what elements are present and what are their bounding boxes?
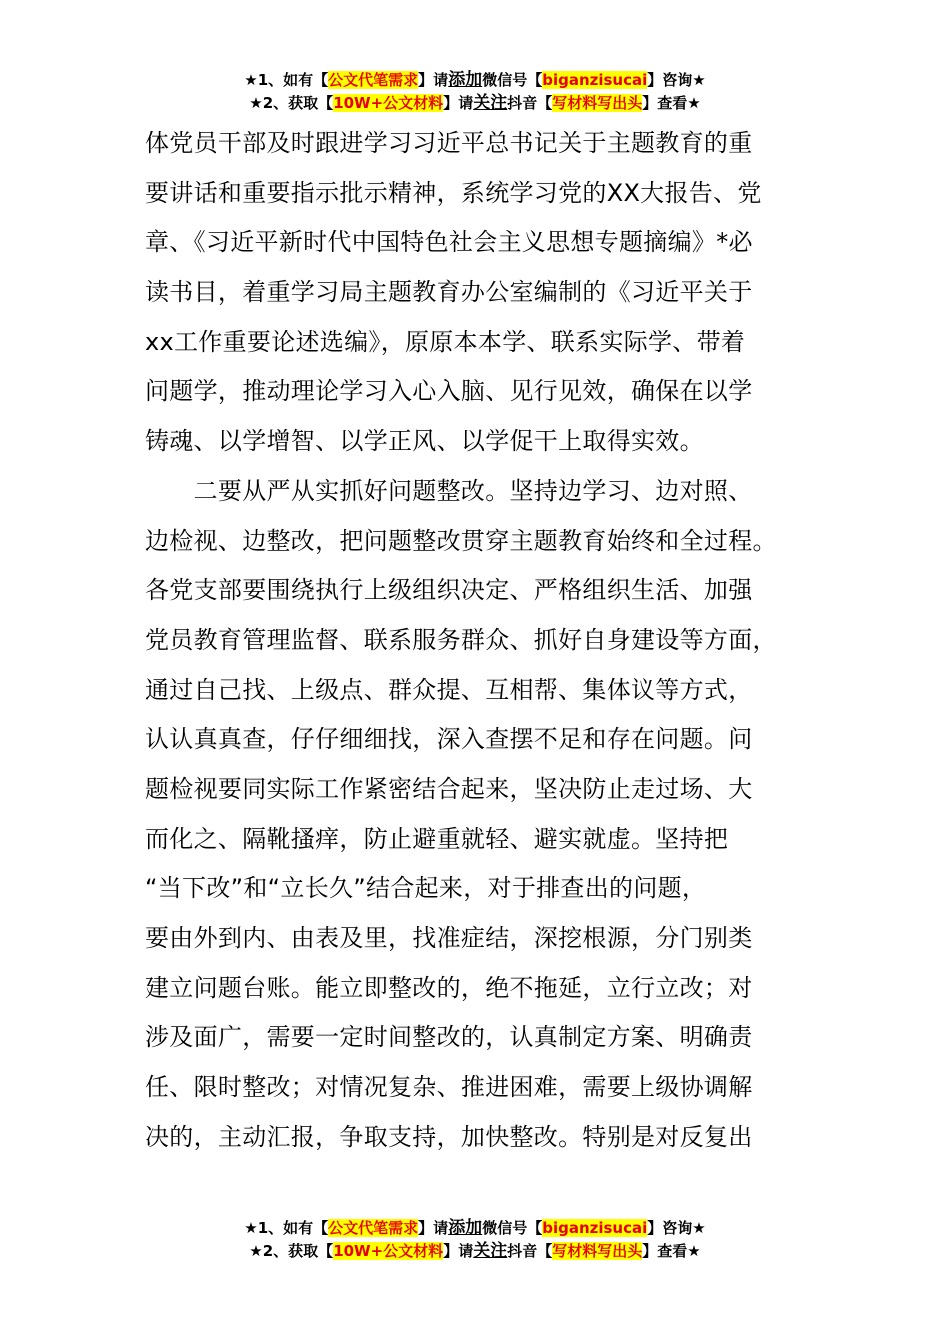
banner-emphasis: 关注 <box>473 1241 508 1261</box>
banner-text: 抖音【 <box>507 1242 553 1260</box>
highlight-wechat-id: biganzisucai <box>542 1219 648 1237</box>
banner-text: 】查看★ <box>642 1242 701 1260</box>
banner-line-1 <box>0 69 950 92</box>
banner-line-2 <box>0 92 950 115</box>
text-line: 章、《习近平新时代中国特色社会主义思想专题摘编》*必 <box>145 228 753 257</box>
banner-text: ★2、获取【 <box>249 1242 334 1260</box>
banner-text: ★1、如有【 <box>244 71 329 89</box>
text-line: 通过自己找、上级点、群众提、互相帮、集体议等方式， <box>145 675 753 704</box>
text-line: 题检视要同实际工作紧密结合起来，坚决防止走过场、大 <box>145 774 753 803</box>
highlight-materials: 10W+公文材料 <box>333 94 444 112</box>
banner-text: ★2、获取【 <box>249 94 334 112</box>
document-body <box>145 119 810 1162</box>
text-line: “当下改”和“立长久”结合起来，对于排查出的问题， <box>145 874 707 903</box>
banner-text: 】查看★ <box>642 94 701 112</box>
banner-line-1 <box>0 1217 950 1240</box>
text-line: 问题学，推动理论学习入心入脑、见行见效，确保在以学 <box>145 377 753 406</box>
banner-text: ★1、如有【 <box>244 1219 329 1237</box>
text-line: 要由外到内、由表及里，找准症结，深挖根源，分门别类 <box>145 924 753 952</box>
banner-text: 】咨询★ <box>647 1219 706 1237</box>
text-line: 认认真真查，仔仔细细找，深入查摆不足和存在问题。问 <box>145 725 753 754</box>
highlight-materials: 10W+公文材料 <box>333 1242 444 1260</box>
banner-text: 微信号【 <box>482 1219 543 1237</box>
text-line: 读书目，着重学习局主题教育办公室编制的《习近平关于 <box>145 278 753 307</box>
paragraph-start-line: 二要从严从实抓好问题整改。坚持边学习、边对照、 <box>145 476 753 505</box>
text-line: 而化之、隔靴搔痒，防止避重就轻、避实就虚。坚持把 <box>145 824 729 853</box>
banner-text: 】请 <box>418 1219 449 1237</box>
banner-text: 】请 <box>418 71 449 89</box>
text-line: 涉及面广，需要一定时间整改的，认真制定方案、明确责 <box>145 1023 753 1052</box>
text-line: 决的，主动汇报，争取支持，加快整改。特别是对反复出 <box>145 1122 753 1151</box>
text-line: 边检视、边整改，把问题整改贯穿主题教育始终和全过程。 <box>145 526 777 555</box>
banner-text: 微信号【 <box>482 71 543 89</box>
banner-text: 抖音【 <box>507 94 553 112</box>
text-line: xx工作重要论述选编》，原原本本学、联系实际学、带着 <box>145 327 746 356</box>
highlight-service: 公文代笔需求 <box>328 71 419 89</box>
highlight-douyin: 写材料写出头 <box>552 94 643 112</box>
header-banner <box>0 69 950 115</box>
text-line: 要讲话和重要指示批示精神，系统学习党的XX大报告、党 <box>145 178 762 207</box>
text-line: 任、限时整改；对情况复杂、推进困难，需要上级协调解 <box>145 1073 753 1102</box>
banner-emphasis: 添加 <box>448 70 483 90</box>
highlight-wechat-id: biganzisucai <box>542 71 648 89</box>
banner-emphasis: 关注 <box>473 93 508 113</box>
text-line: 体党员干部及时跟进学习习近平总书记关于主题教育的重 <box>145 129 753 157</box>
highlight-douyin: 写材料写出头 <box>552 1242 643 1260</box>
highlight-service: 公文代笔需求 <box>328 1219 419 1237</box>
banner-text: 】请 <box>443 94 474 112</box>
banner-line-2 <box>0 1240 950 1263</box>
banner-emphasis: 添加 <box>448 1218 483 1238</box>
text-line: 各党支部要围绕执行上级组织决定、严格组织生活、加强 <box>145 576 753 605</box>
text-line: 建立问题台账。能立即整改的，绝不拖延，立行立改；对 <box>145 973 753 1002</box>
banner-text: 】咨询★ <box>647 71 706 89</box>
footer-banner <box>0 1217 950 1263</box>
text-line: 党员教育管理监督、联系服务群众、抓好自身建设等方面， <box>145 625 777 654</box>
banner-text: 】请 <box>443 1242 474 1260</box>
text-line: 铸魂、以学增智、以学正风、以学促干上取得实效。 <box>145 427 704 456</box>
